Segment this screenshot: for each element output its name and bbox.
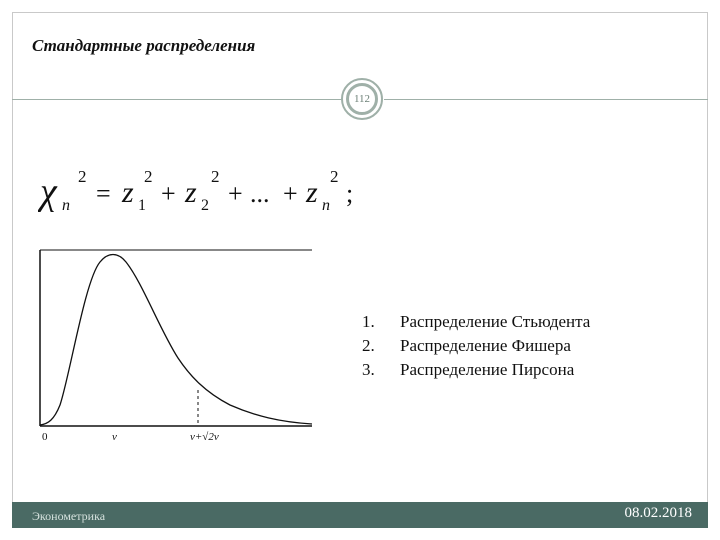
semicolon: ; [346, 179, 354, 208]
z1: z [122, 176, 134, 209]
slide-title: Стандартные распределения [32, 36, 256, 55]
header-rule-right [384, 99, 708, 100]
list-item-number: 1. [362, 312, 375, 331]
list-item [362, 334, 590, 358]
z2-sub: 2 [201, 197, 209, 214]
z1-sub: 1 [138, 197, 146, 214]
zn-sub: n [322, 197, 330, 214]
z2: z [185, 176, 197, 209]
x-tick-label-2: ν+√2ν [190, 431, 219, 443]
page-number-badge [341, 78, 383, 120]
ellipsis: ... [250, 179, 270, 208]
chi-sub: n [62, 197, 70, 214]
page-number: 112 [353, 93, 371, 105]
list-item-label: Распределение Фишера [400, 336, 571, 355]
density-curve [40, 255, 312, 426]
x-tick-label-1: ν [112, 431, 117, 443]
plus-1: + [161, 179, 176, 208]
chi-symbol: χ [40, 171, 57, 213]
zn-exp: 2 [330, 167, 339, 186]
plus-3: + [283, 179, 298, 208]
list-item-number: 2. [362, 336, 375, 355]
footer-course-name: Эконометрика [32, 509, 106, 523]
list-item-label: Распределение Пирсона [400, 360, 575, 379]
zn: z [306, 176, 318, 209]
footer-date: 08.02.2018 [624, 505, 692, 521]
list-item [362, 310, 590, 334]
chi-exp: 2 [78, 167, 87, 186]
chi-square-formula [38, 160, 378, 220]
z1-exp: 2 [144, 167, 153, 186]
plus-2: + [228, 179, 243, 208]
distribution-list [362, 310, 590, 382]
equals-sign: = [96, 179, 111, 208]
list-item-number: 3. [362, 360, 375, 379]
list-item [362, 358, 590, 382]
x-tick-label-0: 0 [42, 431, 48, 443]
footer-bar [12, 502, 708, 528]
chi-square-chart [30, 240, 320, 460]
header-rule-left [12, 99, 342, 100]
list-item-label: Распределение Стьюдента [400, 312, 591, 331]
z2-exp: 2 [211, 167, 220, 186]
